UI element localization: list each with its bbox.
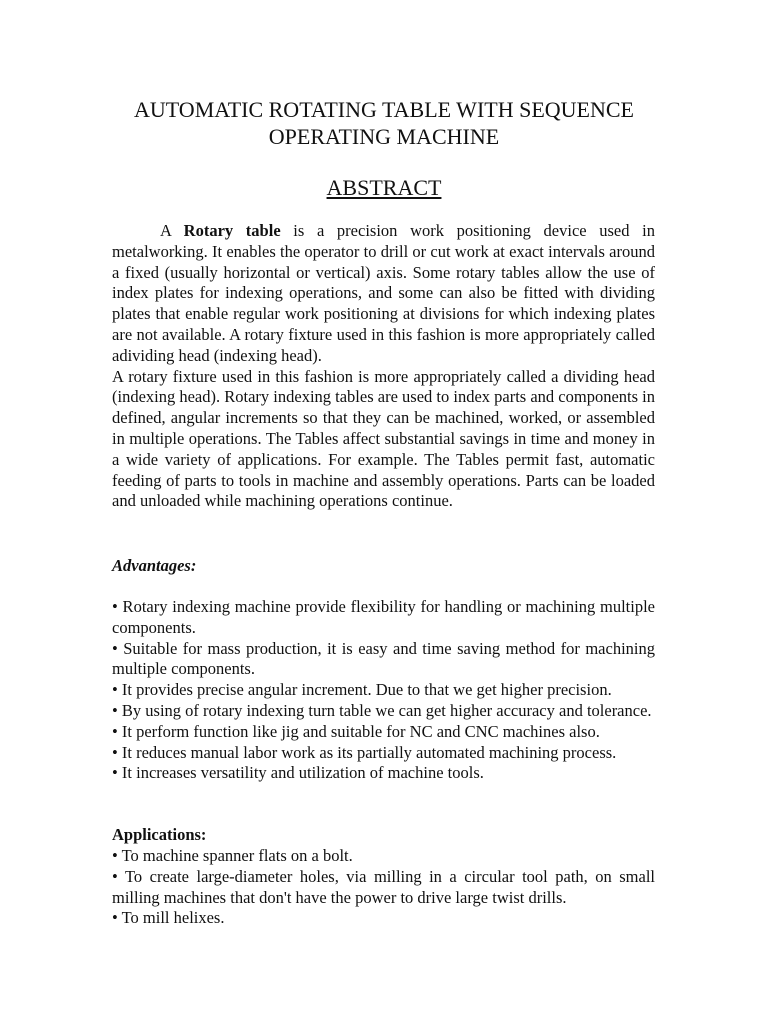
advantages-list — [112, 597, 655, 784]
paragraph-1-rest: is a precision work positioning device used in metalworking. It enables the operator to drill or cut work at exact intervals around a fixed (usually horizontal or vertical) axis. Some rotary tables allow the use of index plates for indexing operations, and some can also be fitted with dividing plates that enable regular work positioning at divisions for which indexing plates are not available. A rotary fixture used in this fashion is more appropriately called adividing head (indexing head). — [112, 221, 655, 365]
list-item: • Rotary indexing machine provide flexibility for handling or machining multiple components. — [112, 597, 655, 637]
paragraph-1 — [112, 221, 655, 367]
applications-list — [112, 846, 655, 929]
document-title — [112, 96, 656, 150]
list-item: • It perform function like jig and suitable for NC and CNC machines also. — [112, 721, 600, 741]
list-item: • To machine spanner flats on a bolt. — [112, 846, 353, 865]
title-line-2: OPERATING MACHINE — [268, 124, 500, 149]
paragraph-1-lead: A — [160, 221, 184, 240]
list-item: • By using of rotary indexing turn table we can get higher accuracy and tolerance. — [112, 700, 652, 720]
list-item: • To create large-diameter holes, via milling in a circular tool path, on small milling machines that don't have the power to drive large twist drills. — [112, 866, 655, 907]
list-item: • It provides precise angular increment. Due to that we get higher precision. — [112, 680, 612, 700]
abstract-heading: ABSTRACT — [326, 175, 442, 200]
title-line-1: AUTOMATIC ROTATING TABLE WITH SEQUENCE — [133, 97, 634, 122]
list-item: • Suitable for mass production, it is easy and time saving method for machining multiple components. — [112, 638, 655, 679]
bold-term: Rotary table — [183, 221, 281, 240]
advantages-heading: Advantages: — [112, 556, 197, 575]
list-item: • It increases versatility and utilization of machine tools. — [112, 763, 484, 783]
list-item: • It reduces manual labor work as its partially automated machining process. — [112, 742, 617, 762]
abstract-body — [112, 221, 655, 512]
paragraph-2: A rotary fixture used in this fashion is more appropriately called a dividing head (indexing head). Rotary indexing tables are used to index parts and components in defined, angular increments so that they can be machined, worked, or assembled in multiple operations. The Tables affect substantial savings in time and money in a wide variety of applications. For example. The Tables permit fast, automatic feeding of parts to tools in machine and assembly operations. Parts can be loaded and unloaded while machining operations continue. — [112, 366, 655, 511]
list-item: • To mill helixes. — [112, 908, 225, 928]
applications-heading: Applications: — [112, 825, 207, 844]
